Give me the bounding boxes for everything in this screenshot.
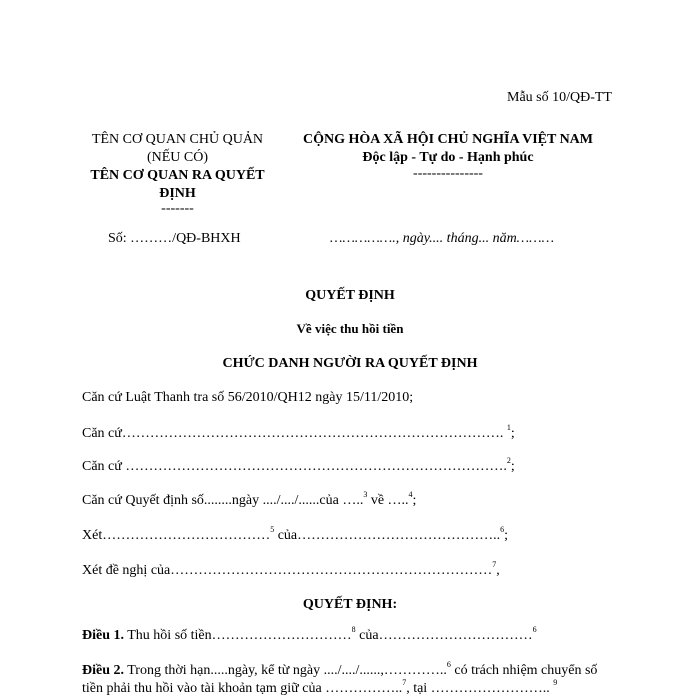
article-1-text: Thu hồi số tiền………………………… <box>124 628 352 643</box>
footnote-ref: 9 <box>553 678 558 688</box>
motto: Độc lập - Tự do - Hạnh phúc <box>362 150 534 165</box>
footnote-ref: 7 <box>402 678 407 688</box>
basis-4-mid: về ….. <box>367 493 409 508</box>
authority-title: CHỨC DANH NGƯỜI RA QUYẾT ĐỊNH <box>222 356 478 371</box>
basis-5 <box>82 527 508 545</box>
doc-subtitle: Về việc thu hồi tiền <box>296 321 404 336</box>
issuing-agency: TÊN CƠ QUAN RA QUYẾT <box>90 168 265 183</box>
footnote-ref: 1 <box>506 423 511 433</box>
footnote-ref: 6 <box>446 660 451 670</box>
basis-5-text: Xét……………………………… <box>82 528 271 543</box>
agency-parent-note: (NẾU CÓ) <box>146 150 209 165</box>
basis-1-text: Căn cứ Luật Thanh tra số 56/2010/QH12 ngày 15/11/2010; <box>82 390 414 405</box>
date-text: ……………., ngày.... tháng... năm……… <box>330 231 555 246</box>
footnote-ref: 6 <box>532 625 537 635</box>
left-header <box>60 131 295 215</box>
basis-4 <box>82 492 416 510</box>
basis-2-tail: ; <box>510 426 515 441</box>
right-header <box>278 131 618 181</box>
article-1 <box>82 627 537 645</box>
agency-parent: TÊN CƠ QUAN CHỦ QUẢN <box>91 132 264 147</box>
basis-1 <box>82 389 413 407</box>
right-rule: --------------- <box>413 166 483 181</box>
date-line <box>330 230 554 248</box>
basis-6-text: Xét đề nghị của…………………………………………………………… <box>82 563 493 578</box>
footnote-ref: 2 <box>506 456 511 466</box>
article-2-label: Điều 2. <box>82 663 124 678</box>
footnote-ref: 5 <box>270 525 275 535</box>
footnote-ref: 6 <box>500 525 505 535</box>
basis-4-text: Căn cứ Quyết định số........ngày ..../..../......của ….. <box>82 493 364 508</box>
footnote-ref: 8 <box>351 625 356 635</box>
basis-3 <box>82 458 515 476</box>
country-name: CỘNG HÒA XÃ HỘI CHỦ NGHĨA VIỆT NAM <box>302 132 593 147</box>
footnote-ref: 7 <box>492 560 497 570</box>
basis-5-mid: của…………………………………….. <box>274 528 501 543</box>
decision-heading: QUYẾT ĐỊNH: <box>302 597 398 612</box>
left-rule: ------- <box>161 201 194 216</box>
basis-4-tail: ; <box>412 493 417 508</box>
basis-2 <box>82 425 515 443</box>
basis-3-tail: ; <box>510 459 515 474</box>
article-2-line-1 <box>82 662 597 680</box>
basis-3-text: Căn cứ ………………………………………………………………………. <box>82 459 507 474</box>
footnote-ref: 3 <box>363 490 368 500</box>
footnote-ref: 4 <box>408 490 413 500</box>
article-2-text: Trong thời hạn.....ngày, kể từ ngày ..../..../......,………….. <box>124 663 447 678</box>
basis-5-tail: ; <box>504 528 509 543</box>
form-code: Mẫu số 10/QĐ-TT <box>507 90 612 105</box>
article-2-text-2: có trách nhiệm chuyển số <box>450 663 598 678</box>
article-1-text-2: của…………………………… <box>355 628 533 643</box>
article-2-text-3: tiền phải thu hồi vào tài khoản tạm giữ của …………….. <box>82 681 403 696</box>
basis-6 <box>82 562 500 580</box>
basis-6-tail: , <box>496 563 500 578</box>
basis-2-text: Căn cứ………………………………………………………………………. <box>82 426 507 441</box>
article-1-label: Điều 1. <box>82 628 124 643</box>
article-2-line-2 <box>82 680 557 698</box>
article-2-text-4: , tại …………………….. <box>406 681 554 696</box>
decision-number: Số: ………/QĐ-BHXH <box>108 231 241 246</box>
issuing-agency-cont: ĐỊNH <box>159 186 196 201</box>
doc-title: QUYẾT ĐỊNH <box>305 288 395 303</box>
